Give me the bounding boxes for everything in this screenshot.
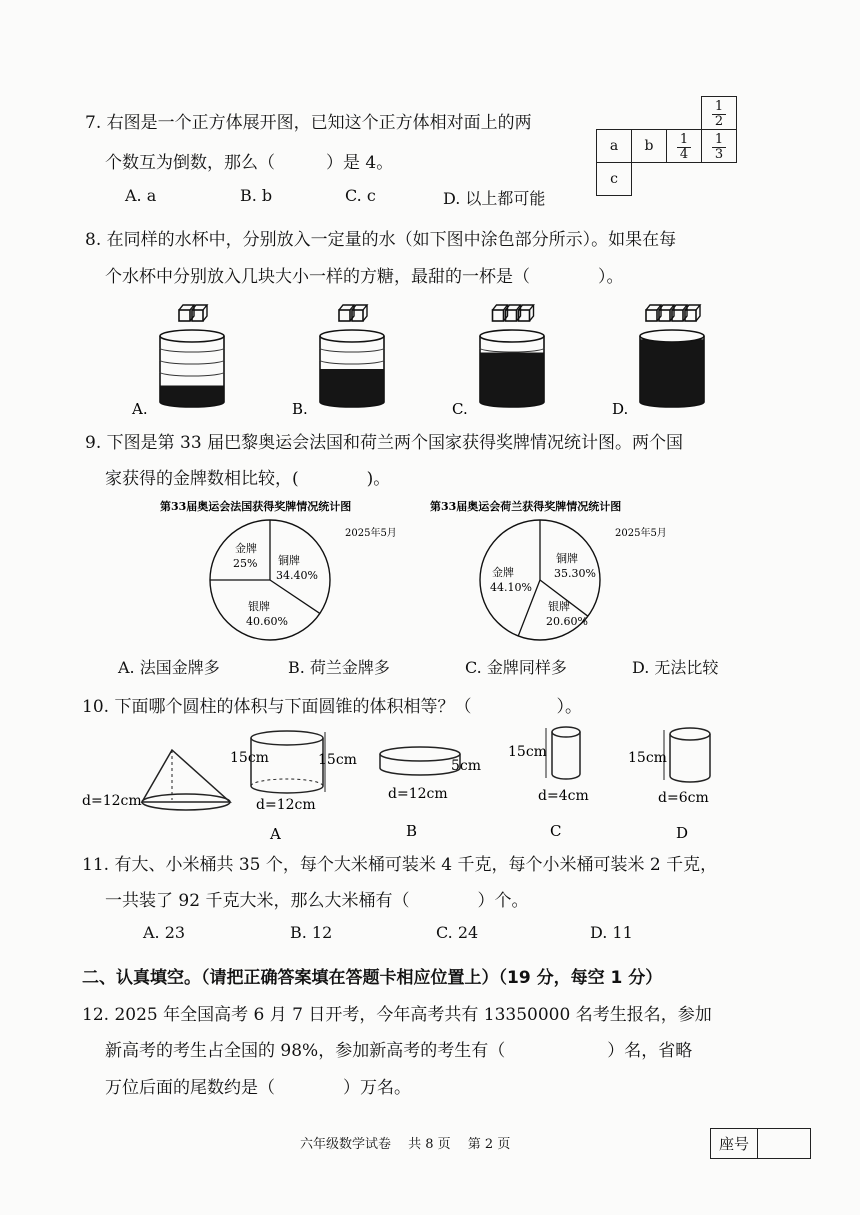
cylinder-d-diameter: d=6cm: [658, 790, 709, 806]
net-cell-third: $\frac{1}{3}$: [702, 130, 737, 163]
sugar-cube: [339, 310, 350, 321]
cone-diameter: d=12cm: [82, 793, 142, 809]
cube-net: [596, 96, 737, 196]
section-2-heading: 二、认真填空。（请把正确答案填在答题卡相应位置上）（19 分，每空 1 分）: [82, 968, 663, 988]
cylinder-c: [546, 727, 580, 779]
q11-option-d: D. 11: [590, 923, 633, 942]
net-cell-a: a: [597, 130, 632, 163]
q7-line1: 7. 右图是一个正方体展开图，已知这个正方体相对面上的两: [85, 113, 532, 133]
cup-c: [452, 305, 544, 416]
pie-slice-value: 35.30%: [554, 567, 596, 580]
pie-chart-france: [150, 498, 410, 648]
q12-line1: 12. 2025 年全国高考 6 月 7 日开考，今年高考共有 13350000 名考生报名，参加: [82, 1005, 712, 1025]
q12-line2: 新高考的考生占全国的 98%，参加新高考的考生有（ ）名，省略: [105, 1041, 693, 1061]
net-cell-quarter: $\frac{1}{4}$: [667, 130, 702, 163]
q11-line2: 一共装了 92 千克大米，那么大米桶有（ ）个。: [105, 891, 529, 911]
water-level: [320, 369, 384, 402]
pie-slice-value: 44.10%: [490, 581, 532, 594]
pie-slice-label: 银牌: [548, 600, 570, 613]
cylinder-c-height: 15cm: [508, 744, 547, 760]
q9-line2: 家获得的金牌数相比较，( )。: [105, 469, 391, 489]
water-level: [480, 353, 544, 403]
pie-slice-value: 34.40%: [276, 569, 318, 582]
pie-chart-netherlands: [420, 498, 680, 648]
cone-cylinders-figure: [80, 722, 740, 847]
pie-slice-label: 金牌: [235, 542, 257, 555]
cone: [142, 750, 230, 810]
q8-line2: 个水杯中分别放入几块大小一样的方糖，最甜的一杯是（ ）。: [105, 267, 624, 287]
pie-title: 第33届奥运会法国获得奖牌情况统计图: [160, 500, 352, 513]
q7-option-d: D. 以上都可能: [443, 189, 546, 208]
q9-option-b: B. 荷兰金牌多: [288, 658, 390, 677]
water-level: [160, 386, 224, 403]
q10-line1: 10. 下面哪个圆柱的体积与下面圆锥的体积相等？（ ）。: [82, 697, 582, 717]
cylinder-b-height: 5cm: [451, 758, 482, 774]
cylinder-d-height: 15cm: [628, 750, 667, 766]
q7-line2: 个数互为倒数，那么（ ）是 4。: [105, 153, 394, 173]
q9-option-a: A. 法国金牌多: [118, 658, 220, 677]
cup-label: D.: [612, 400, 629, 416]
q11-option-a: A. 23: [143, 923, 186, 942]
cylinder-a-diameter: d=12cm: [256, 797, 316, 813]
pie-slice-value: 25%: [233, 557, 258, 570]
cylinder-a-height: 15cm: [318, 752, 357, 768]
q9-option-c: C. 金牌同样多: [465, 658, 567, 677]
pie-slice-label: 铜牌: [278, 554, 300, 567]
q7-option-b: B. b: [240, 186, 273, 205]
q12-line3: 万位后面的尾数约是（ ）万名。: [105, 1078, 411, 1098]
option-a-label: A: [270, 825, 281, 843]
sugar-cube: [646, 310, 657, 321]
seat-number-field[interactable]: [757, 1129, 810, 1158]
pie-slice-edge: [270, 580, 320, 613]
page-footer: 六年级数学试卷 共 8 页 第 2 页: [300, 1137, 511, 1152]
pie-slice-label: 铜牌: [556, 552, 578, 565]
cup-label: A.: [132, 400, 148, 416]
q7-option-c: C. c: [345, 186, 376, 205]
cylinder-d: [664, 728, 710, 782]
pie-slice-value: 40.60%: [246, 615, 288, 628]
pie-slice-label: 银牌: [248, 600, 270, 613]
cup-label: B.: [292, 400, 308, 416]
cup-label: C.: [452, 400, 468, 416]
cylinder-b-diameter: d=12cm: [388, 786, 448, 802]
seat-number-box: [710, 1128, 811, 1159]
net-cell-half: $\frac{1}{2}$: [702, 97, 737, 130]
q11-option-b: B. 12: [290, 923, 333, 942]
option-b-label: B: [406, 822, 418, 840]
pie-title: 第33届奥运会荷兰获得奖牌情况统计图: [430, 500, 622, 513]
option-c-label: C: [550, 822, 562, 840]
sugar-cube: [179, 310, 190, 321]
q11-option-c: C. 24: [436, 923, 479, 942]
seat-label: 座号: [719, 1135, 750, 1153]
q7-option-a: A. a: [125, 186, 157, 205]
net-cell-b: b: [632, 130, 667, 163]
pie-subtitle: 2025年5月: [615, 528, 667, 539]
cylinder-c-diameter: d=4cm: [538, 788, 589, 804]
q8-line1: 8. 在同样的水杯中，分别放入一定量的水（如下图中涂色部分所示）。如果在每: [85, 230, 677, 250]
cone-height: 15cm: [230, 750, 269, 766]
q11-line1: 11. 有大、小米桶共 35 个，每个大米桶可装米 4 千克，每个小米桶可装米 2 千克，: [82, 855, 718, 875]
cup-b: [292, 305, 384, 416]
q9-line1: 9. 下图是第 33 届巴黎奥运会法国和荷兰两个国家获得奖牌情况统计图。两个国: [85, 433, 684, 453]
pie-slice-value: 20.60%: [546, 615, 588, 628]
q9-option-d: D. 无法比较: [632, 658, 719, 677]
sugar-cube: [493, 310, 504, 321]
cup-a: [131, 305, 224, 416]
cup-d: [612, 305, 704, 416]
water-level: [640, 339, 704, 402]
cylinder-b: [380, 747, 460, 775]
pie-slice-label: 金牌: [492, 566, 514, 579]
pie-subtitle: 2025年5月: [345, 528, 397, 539]
water-cups-figure: [120, 298, 740, 416]
net-cell-c: c: [597, 163, 632, 196]
option-d-label: D: [676, 824, 689, 842]
